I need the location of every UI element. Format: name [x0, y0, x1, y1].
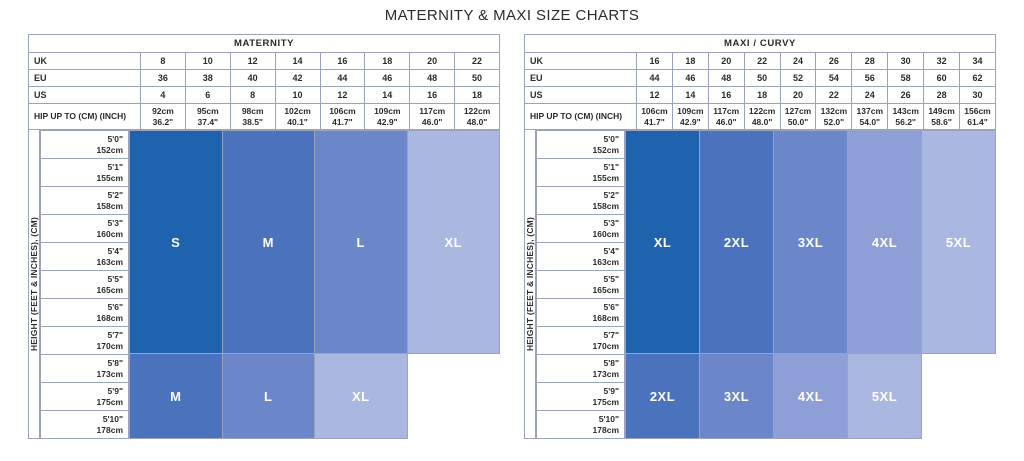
height-row — [41, 131, 129, 159]
cell-eu: 52 — [780, 70, 816, 87]
height-label: 5'9" 175cm — [537, 383, 625, 411]
cell-eu: 44 — [320, 70, 365, 87]
cell-us: 12 — [637, 87, 673, 104]
cell-hip: 156cm 61.4" — [960, 104, 996, 130]
height-row — [537, 159, 625, 187]
cell-us: 22 — [816, 87, 852, 104]
table-row — [29, 70, 500, 87]
empty-cell — [922, 371, 959, 388]
height-label: 5'1" 155cm — [41, 159, 129, 187]
cell-us: 28 — [924, 87, 960, 104]
empty-cell — [922, 405, 959, 422]
cell-eu: 54 — [816, 70, 852, 87]
height-label: 5'1" 155cm — [537, 159, 625, 187]
empty-cell — [453, 388, 499, 405]
cell-hip: 132cm 52.0" — [816, 104, 852, 130]
maternity-header-table — [28, 34, 500, 130]
table-row — [525, 104, 996, 130]
empty-cell — [959, 405, 996, 422]
height-row — [41, 327, 129, 355]
row-label-uk: UK — [525, 53, 637, 70]
height-row — [41, 411, 129, 439]
cell-us: 18 — [455, 87, 500, 104]
height-label: 5'10" 178cm — [41, 411, 129, 439]
height-row — [41, 271, 129, 299]
cell-eu: 60 — [924, 70, 960, 87]
height-row — [537, 411, 625, 439]
size-block: 4XL — [774, 354, 848, 439]
cell-uk: 18 — [672, 53, 708, 70]
cell-uk: 32 — [924, 53, 960, 70]
height-label: 5'9" 175cm — [41, 383, 129, 411]
cell-hip: 117cm 46.0" — [410, 104, 455, 130]
cell-eu: 46 — [672, 70, 708, 87]
cell-us: 14 — [672, 87, 708, 104]
cell-uk: 16 — [637, 53, 673, 70]
size-block: XL — [315, 354, 408, 439]
cell-us: 16 — [708, 87, 744, 104]
size-block: 4XL — [848, 131, 922, 354]
height-labels-maternity — [40, 130, 129, 439]
empty-cell — [407, 371, 453, 388]
height-label: 5'5" 165cm — [537, 271, 625, 299]
height-row — [537, 327, 625, 355]
height-row — [537, 355, 625, 383]
height-label: 5'2" 158cm — [537, 187, 625, 215]
size-block: 5XL — [848, 354, 922, 439]
cell-us: 20 — [780, 87, 816, 104]
height-row — [537, 383, 625, 411]
height-row — [41, 355, 129, 383]
height-row — [41, 299, 129, 327]
height-label: 5'0" 152cm — [41, 131, 129, 159]
row-label-us: US — [525, 87, 637, 104]
cell-us: 4 — [141, 87, 186, 104]
table-row — [29, 53, 500, 70]
cell-hip: 122cm 48.0" — [744, 104, 780, 130]
height-row — [537, 271, 625, 299]
cell-hip: 92cm 36.2" — [141, 104, 186, 130]
cell-uk: 26 — [816, 53, 852, 70]
height-label: 5'5" 165cm — [41, 271, 129, 299]
cell-eu: 50 — [455, 70, 500, 87]
chart-title-maternity: MATERNITY — [29, 35, 500, 53]
height-axis-label-maxi: HEIGHT (FEET & INCHES), (CM) — [524, 130, 536, 439]
height-row — [537, 215, 625, 243]
cell-hip: 95cm 37.4" — [185, 104, 230, 130]
cell-hip: 122cm 48.0" — [455, 104, 500, 130]
table-row — [29, 87, 500, 104]
cell-hip: 109cm 42.9" — [365, 104, 410, 130]
row-label-us: US — [29, 87, 141, 104]
table-row — [29, 104, 500, 130]
cell-uk: 30 — [888, 53, 924, 70]
height-label: 5'3" 160cm — [537, 215, 625, 243]
cell-hip: 102cm 40.1" — [275, 104, 320, 130]
height-row — [537, 131, 625, 159]
size-block: 2XL — [626, 354, 700, 439]
cell-uk: 20 — [708, 53, 744, 70]
cell-uk: 12 — [230, 53, 275, 70]
cell-us: 16 — [410, 87, 455, 104]
height-row — [41, 215, 129, 243]
height-row — [537, 187, 625, 215]
table-row — [525, 70, 996, 87]
maxi-chart — [524, 34, 996, 439]
maternity-chart — [28, 34, 500, 439]
cell-uk: 10 — [185, 53, 230, 70]
height-row — [41, 243, 129, 271]
cell-us: 18 — [744, 87, 780, 104]
empty-cell — [407, 354, 453, 371]
cell-eu: 42 — [275, 70, 320, 87]
chart-title-maxi: MAXI / CURVY — [525, 35, 996, 53]
table-row — [29, 35, 500, 53]
empty-cell — [453, 405, 499, 422]
cell-us: 10 — [275, 87, 320, 104]
cell-uk: 14 — [275, 53, 320, 70]
cell-uk: 34 — [960, 53, 996, 70]
cell-eu: 44 — [637, 70, 673, 87]
size-block: 3XL — [774, 131, 848, 354]
cell-us: 26 — [888, 87, 924, 104]
empty-cell — [922, 422, 959, 439]
height-label: 5'7" 170cm — [537, 327, 625, 355]
empty-cell — [453, 371, 499, 388]
size-blocks-maternity — [129, 130, 500, 439]
size-block: M — [222, 131, 315, 354]
cell-uk: 24 — [780, 53, 816, 70]
height-label: 5'2" 158cm — [41, 187, 129, 215]
maternity-size-grid — [28, 130, 500, 439]
cell-hip: 149cm 58.6" — [924, 104, 960, 130]
cell-hip: 106cm 41.7" — [637, 104, 673, 130]
table-row — [525, 53, 996, 70]
cell-eu: 50 — [744, 70, 780, 87]
cell-us: 24 — [852, 87, 888, 104]
charts-container — [0, 24, 1024, 439]
size-blocks-maxi — [625, 130, 996, 439]
height-label: 5'6" 168cm — [537, 299, 625, 327]
height-labels-maxi — [536, 130, 625, 439]
row-label-uk: UK — [29, 53, 141, 70]
size-block: M — [130, 354, 223, 439]
cell-hip: 127cm 50.0" — [780, 104, 816, 130]
height-label: 5'4" 163cm — [41, 243, 129, 271]
maxi-size-grid — [524, 130, 996, 439]
height-label: 5'10" 178cm — [537, 411, 625, 439]
cell-eu: 56 — [852, 70, 888, 87]
height-row — [537, 243, 625, 271]
table-row — [525, 35, 996, 53]
height-row — [41, 159, 129, 187]
cell-uk: 18 — [365, 53, 410, 70]
cell-uk: 8 — [141, 53, 186, 70]
cell-eu: 58 — [888, 70, 924, 87]
size-block: L — [222, 354, 315, 439]
cell-uk: 28 — [852, 53, 888, 70]
empty-cell — [959, 422, 996, 439]
row-label-hip: HIP UP TO (CM) (INCH) — [525, 104, 637, 130]
cell-uk: 22 — [455, 53, 500, 70]
cell-uk: 22 — [744, 53, 780, 70]
empty-cell — [959, 388, 996, 405]
cell-hip: 143cm 56.2" — [888, 104, 924, 130]
cell-uk: 16 — [320, 53, 365, 70]
cell-us: 14 — [365, 87, 410, 104]
height-row — [537, 299, 625, 327]
size-block: XL — [407, 131, 500, 354]
row-label-eu: EU — [29, 70, 141, 87]
empty-cell — [453, 422, 499, 439]
height-label: 5'3" 160cm — [41, 215, 129, 243]
size-row — [130, 354, 500, 371]
size-block: L — [315, 131, 408, 354]
cell-us: 8 — [230, 87, 275, 104]
cell-eu: 36 — [141, 70, 186, 87]
cell-hip: 106cm 41.7" — [320, 104, 365, 130]
cell-eu: 62 — [960, 70, 996, 87]
cell-eu: 40 — [230, 70, 275, 87]
size-block: 5XL — [922, 131, 996, 354]
maxi-header-table — [524, 34, 996, 130]
size-block: 2XL — [700, 131, 774, 354]
size-block: XL — [626, 131, 700, 354]
size-block: 3XL — [700, 354, 774, 439]
page-title: MATERNITY & MAXI SIZE CHARTS — [384, 7, 640, 24]
cell-eu: 46 — [365, 70, 410, 87]
cell-eu: 38 — [185, 70, 230, 87]
height-label: 5'4" 163cm — [537, 243, 625, 271]
height-row — [41, 187, 129, 215]
cell-us: 6 — [185, 87, 230, 104]
cell-uk: 20 — [410, 53, 455, 70]
height-label: 5'0" 152cm — [537, 131, 625, 159]
row-label-hip: HIP UP TO (CM) (INCH) — [29, 104, 141, 130]
height-label: 5'7" 170cm — [41, 327, 129, 355]
size-row — [626, 354, 996, 371]
empty-cell — [407, 388, 453, 405]
cell-hip: 117cm 46.0" — [708, 104, 744, 130]
height-label: 5'8" 173cm — [41, 355, 129, 383]
height-label: 5'8" 173cm — [537, 355, 625, 383]
cell-hip: 98cm 38.5" — [230, 104, 275, 130]
row-label-eu: EU — [525, 70, 637, 87]
table-row — [525, 87, 996, 104]
height-axis-label-maternity: HEIGHT (FEET & INCHES), (CM) — [28, 130, 40, 439]
cell-eu: 48 — [708, 70, 744, 87]
cell-us: 12 — [320, 87, 365, 104]
height-label: 5'6" 168cm — [41, 299, 129, 327]
empty-cell — [959, 354, 996, 371]
empty-cell — [922, 354, 959, 371]
cell-us: 30 — [960, 87, 996, 104]
empty-cell — [922, 388, 959, 405]
cell-hip: 137cm 54.0" — [852, 104, 888, 130]
empty-cell — [407, 405, 453, 422]
empty-cell — [407, 422, 453, 439]
cell-hip: 109cm 42.9" — [672, 104, 708, 130]
empty-cell — [453, 354, 499, 371]
empty-cell — [959, 371, 996, 388]
height-row — [41, 383, 129, 411]
size-block: S — [130, 131, 223, 354]
cell-eu: 48 — [410, 70, 455, 87]
